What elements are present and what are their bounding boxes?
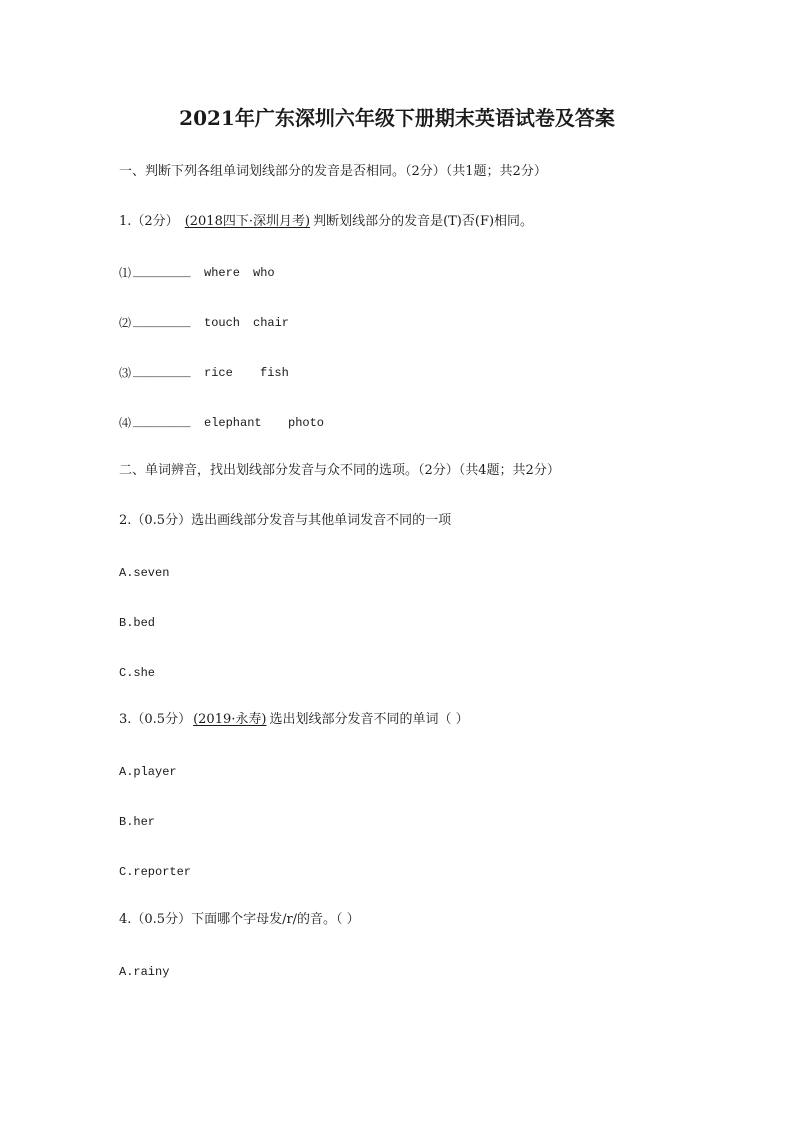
question-3-number: 3.（0.5分） [119, 712, 192, 727]
question-3-option-a: A.player [119, 765, 177, 779]
question-4-number: 4.（0.5分） [119, 912, 192, 927]
word-2: photo [288, 416, 325, 430]
word-1: touch [204, 316, 241, 330]
word-1: where [204, 266, 241, 280]
answer-blank: ________ [133, 316, 191, 330]
answer-blank: ________ [133, 266, 191, 280]
item-label: ⑵ [119, 316, 132, 330]
question-2-option-a: A.seven [119, 566, 170, 580]
question-2-number: 2.（0.5分） [119, 513, 192, 528]
item-label: ⑷ [119, 416, 132, 430]
item-label: ⑴ [119, 266, 132, 280]
question-1-item-1 [119, 264, 519, 282]
item-label: ⑶ [119, 366, 132, 380]
question-4-prompt: 下面哪个字母发/r/的音。（ ） [191, 912, 360, 927]
question-1-prompt: 判断划线部分的发音是(T)否(F)相同。 [313, 214, 534, 229]
question-4 [119, 911, 360, 929]
word-2: fish [260, 366, 289, 380]
word-1: rice [204, 366, 233, 380]
question-2 [119, 512, 451, 530]
question-2-option-c: C.she [119, 666, 156, 680]
answer-blank: ________ [133, 416, 191, 430]
question-1-source: (2018四下·深圳月考) [184, 214, 311, 229]
question-3-prompt: 选出划线部分发音不同的单词（ ） [269, 712, 469, 727]
word-2: chair [253, 316, 290, 330]
section-1-heading: 一、判断下列各组单词划线部分的发音是否相同。（2分）（共1题；共2分） [119, 164, 547, 179]
document-title: 2021年广东深圳六年级下册期末英语试卷及答案 [179, 106, 615, 130]
question-4-option-a: A.rainy [119, 965, 170, 979]
word-2: who [253, 266, 275, 280]
question-1-item-4 [119, 414, 519, 432]
question-1-item-3 [119, 364, 519, 382]
question-2-option-b: B.bed [119, 616, 156, 630]
question-2-prompt: 选出画线部分发音与其他单词发音不同的一项 [191, 513, 452, 528]
question-3-option-b: B.her [119, 815, 156, 829]
question-1-item-2 [119, 314, 519, 332]
question-3-source: (2019·永寿) [193, 712, 267, 727]
section-2-heading: 二、单词辨音，找出划线部分发音与众不同的选项。（2分）（共4题；共2分） [119, 463, 560, 478]
word-1: elephant [204, 416, 262, 430]
answer-blank: ________ [133, 366, 191, 380]
question-1-number: 1.（2分） [119, 214, 179, 229]
question-1 [119, 213, 533, 231]
question-3-option-c: C.reporter [119, 865, 192, 879]
question-3 [119, 711, 469, 729]
